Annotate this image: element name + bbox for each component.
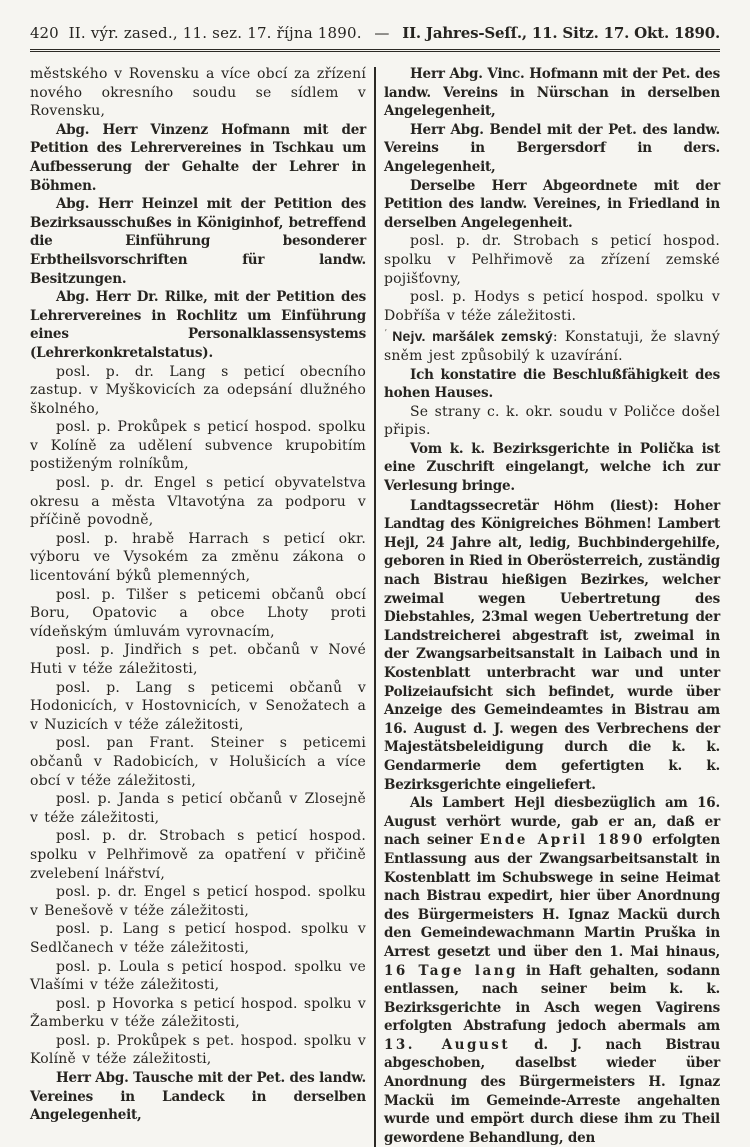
text-segment: posl. p. dr. Strobach s peticí hospod. spolku v Pelhřimově za zřízení zemské pojišťovny, <box>384 233 720 287</box>
text-segment: Herr Abg. Vinc. Hofmann mit der Pet. des landw. Vereins in Nürschan in derselben Angelegenheit, <box>384 66 720 120</box>
text-segment: posl. p. Lang s peticí hospod. spolku v Sedlčanech v téže záležitosti, <box>30 921 366 956</box>
text-segment: Vom k. k. Bezirksgerichte in Polička ist eine Zuschrift eingelangt, welche ich zur Verlesung bringe. <box>384 440 720 495</box>
text-segment: městského v Rovensku a více obcí za zřízení nového okresního soudu se sídlem v Rovensku, <box>30 66 366 120</box>
paragraph <box>30 288 366 362</box>
text-segment: posl. p. dr. Lang s peticí obecního zastup. v Myškovicích za odepsání dlužného školného, <box>30 363 366 417</box>
text-segment: Landtagssecretär <box>410 497 554 514</box>
paragraph <box>30 474 366 530</box>
paragraph <box>30 418 366 474</box>
paragraph <box>384 794 720 1147</box>
text-segment: : Konstatuji, že slavný sněm jest způsobilý k uzavírání. <box>384 329 720 364</box>
paragraph <box>384 177 720 233</box>
paragraph <box>30 883 366 920</box>
paragraph <box>30 586 366 642</box>
left-column <box>30 65 366 1147</box>
paragraph <box>30 958 366 995</box>
text-segment: posl. p. Prokůpek s pet. hospod. spolku v Kolíně v téže záležitosti, <box>30 1032 366 1068</box>
paragraph <box>384 325 720 365</box>
text-segment: erfolgten Entlassung aus der Zwangsarbeitsanstalt in Kostenblatt im Schubswege in seine Heimat nach Bistrau expedirt, hier über Anordnung des Bürgermeisters H. Ignaz Mackü durch den Gemeindewachmann Martin Pruška in Arrest gesetzt und über den 1. Mai hinaus, <box>384 832 721 960</box>
text-segment: Ende April 1890 <box>479 832 645 849</box>
text-segment: in Haft gehalten, sodann entlassen, nach seiner beim k. k. Bezirksgerichte in Asch wegen Vagirens erfolgten Abstrafung jedoch abermals am <box>384 962 720 1035</box>
text-segment: posl. p. hrabě Harrach s peticí okr. výboru ve Vysokém za změnu zákona o licentování býků plemenných, <box>30 530 366 585</box>
paragraph <box>384 366 720 403</box>
text-segment: ʼ <box>384 329 393 340</box>
paragraph <box>30 363 366 419</box>
right-column <box>384 65 720 1147</box>
text-segment: Derselbe Herr Abgeordnete mit der Petition des landw. Vereines, in Friedland in derselben Angelegenheit. <box>384 177 720 231</box>
text-segment: Abg. Herr Heinzel mit der Petition des Bezirksausschußes in Königinhof, betreffend die Einführung besonderer Erbtheilsvorschriften für landw. Besitzungen. <box>30 196 366 287</box>
text-segment: posl. p. Hodys s peticí hospod. spolku v Dobříša v téže záležitosti. <box>384 289 720 324</box>
paragraph <box>384 121 720 177</box>
paragraph <box>30 1032 366 1069</box>
paragraph <box>30 1069 366 1125</box>
paragraph <box>30 65 366 121</box>
paragraph <box>384 440 720 496</box>
text-segment: Se strany c. k. okr. soudu v Poličce došel připis. <box>384 403 720 439</box>
paragraph <box>30 995 366 1032</box>
text-segment: posl. pan Frant. Steiner s peticemi občanů v Radobicích, v Holušicích a více obcí v téže záležitosti, <box>30 735 366 789</box>
paragraph <box>384 232 720 288</box>
paragraph <box>30 734 366 790</box>
header-dash: — <box>374 24 390 42</box>
column-divider-rule <box>374 67 376 1147</box>
text-segment: posl. p Hovorka s peticí hospod. spolku v Žamberku v téže záležitosti, <box>30 995 366 1031</box>
page-number: 420 <box>30 24 59 42</box>
text-segment: Als Lambert Hejl diesbezüglich am 16. August verhört wurde, gab er an, daß er nach seiner <box>384 795 720 849</box>
text-segment: Abg. Herr Vinzenz Hofmann mit der Petition des Lehrervereines in Tschkau um Aufbesserung der Gehalte der Lehrer in Böhmen. <box>30 121 366 194</box>
paragraph <box>30 121 366 195</box>
text-segment: Herr Abg. Tausche mit der Pet. des landw. Vereines in Landeck in derselben Angelegenheit, <box>30 1070 366 1124</box>
text-segment: Abg. Herr Dr. Rilke, mit der Petition des Lehrervereines in Rochlitz um Einführung eines Personalklassensystems (Lehrerkonkretalstatus). <box>30 289 366 361</box>
paragraph <box>384 403 720 440</box>
text-segment: Herr Abg. Bendel mit der Pet. des landw. Vereins in Bergersdorf in ders. Angelegenheit, <box>384 121 720 175</box>
text-segment: posl. p. Tilšer s peticemi občanů obcí Boru, Opatovic a obce Lhoty proti vídeňským úmluvám vyrovnacím, <box>30 586 366 640</box>
text-segment: posl. p. Loula s peticí hospod. spolku ve Vlašími v téže záležitosti, <box>30 958 366 994</box>
text-segment: 13. August <box>384 1036 511 1053</box>
paragraph <box>30 679 366 735</box>
text-segment: (liest): Hoher Landtag des Königreiches Böhmen! Lambert Hejl, 24 Jahre alt, ledig, Buchbindergehilfe, geboren in Ried in Oberösterreich, zuständig nach Bistrau hießigen Bezirkes, welcher zweimal wegen Uebertretung des Diebstahles, 23mal wegen Uebertretung der Landstreicherei abgestraft ist, zweimal in der Zwangsarbeitsanstalt in Laibach und in Kostenblatt unterbracht war und unter Polizeiaufsicht sich befindet, wurde über Anzeige des Gemeindeamtes in Bistrau am 16. August d. J. wegen des Verbrechens der Majestätsbeleidigung durch die k. k. Gendarmerie dem gefertigten k. k. Bezirksgerichte eingeliefert. <box>384 497 720 793</box>
header-session-german: II. Jahres-Seſſ., 11. Sitz. 17. Okt. 1890. <box>402 24 720 42</box>
header-session-czech: II. výr. zased., 11. sez. 17. října 1890. <box>68 24 362 42</box>
paragraph <box>384 288 720 325</box>
paragraph <box>384 65 720 121</box>
text-segment: d. J. nach Bistrau abgeschoben, daselbst wieder über Anordnung des Bürgermeisters H. Ignaz Mackü im Gemeinde-Arreste angehalten wurde und empört durch diese ihm zu Theil gewordene Behandlung, den <box>384 1036 720 1146</box>
paragraph <box>30 530 366 586</box>
two-column-body <box>30 65 720 1147</box>
text-segment: posl. p. Janda s peticí občanů v Zlosejně v téže záležitosti, <box>30 791 366 826</box>
paragraph <box>30 641 366 678</box>
text-segment: posl. p. dr. Engel s peticí obyvatelstva okresu a města Vltavotýna za podporu v příčině povodně, <box>30 475 366 529</box>
paragraph <box>30 195 366 288</box>
paragraph <box>30 790 366 827</box>
text-segment: posl. p. dr. Engel s peticí hospod. spolku v Benešově v téže záležitosti, <box>30 884 366 919</box>
text-segment: posl. p. Prokůpek s peticí hospod. spolku v Kolíně za udělení subvence krupobitím postiženým rolníkům, <box>30 419 366 473</box>
text-segment: Ich konstatire die Beschlußfähigkeit des hohen Hauses. <box>384 366 720 402</box>
speaker-name: Nejv. maršálek zemský <box>392 328 553 345</box>
text-segment: 16 Tage lang <box>384 962 518 979</box>
running-header <box>30 24 720 52</box>
text-segment: posl. p. dr. Strobach s peticí hospod. spolku v Pelhřimově za opatření v přičině zvelebení lnářství, <box>30 828 366 882</box>
paragraph <box>30 920 366 957</box>
paragraph <box>30 827 366 883</box>
speaker-name: Höhm <box>553 496 595 513</box>
header-left <box>30 24 362 43</box>
paragraph <box>384 496 720 795</box>
text-segment: posl. p. Lang s peticemi občanů v Hodonicích, v Hostovnicích, v Senožatech a v Nuzicích v téže záležitosti, <box>30 679 366 733</box>
text-segment: posl. p. Jindřich s pet. občanů v Nové Huti v téže záležitosti, <box>30 642 366 677</box>
